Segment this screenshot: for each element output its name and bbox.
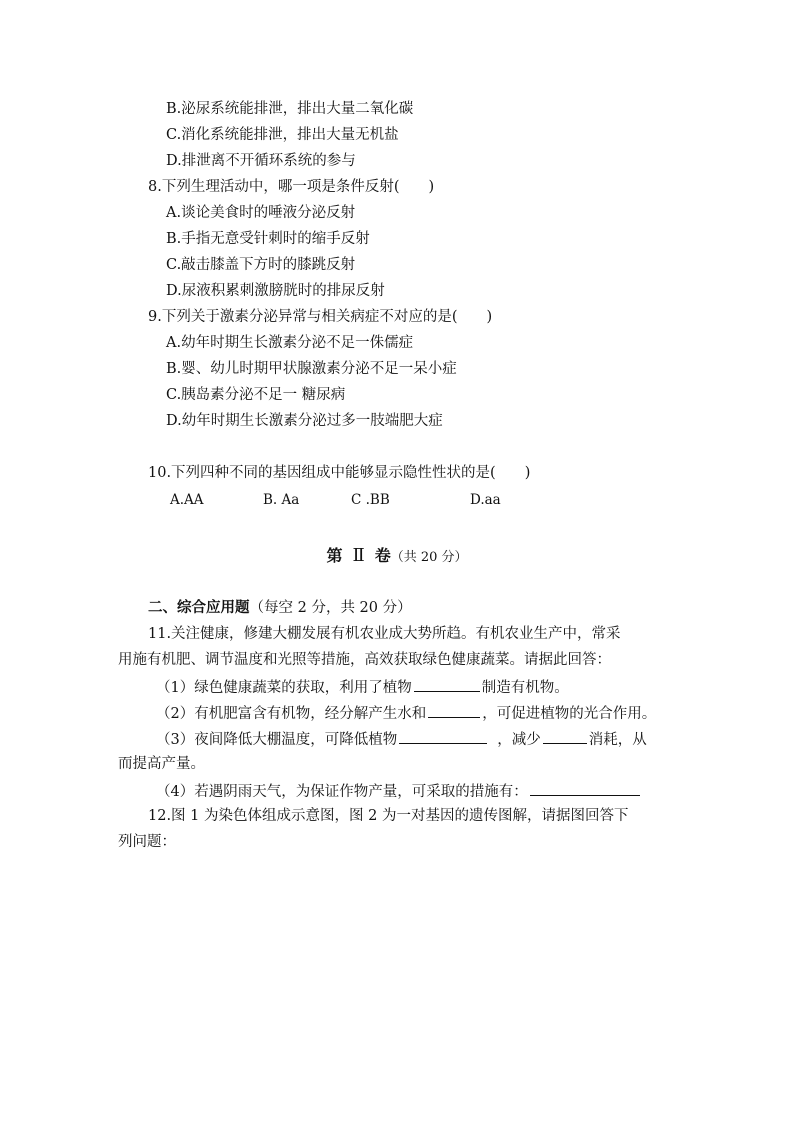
q11-part3-text: （3）夜间降低大棚温度，可降低植物 — [156, 732, 398, 748]
q8-option-a: A.谈论美食时的唾液分泌反射 — [166, 205, 356, 221]
q11-intro-line2: 用施有机肥、调节温度和光照等措施，高效获取绿色健康蔬菜。请据此回答： — [118, 652, 611, 668]
q11-blank-2[interactable] — [428, 702, 480, 718]
q8-option-c: C.敲击膝盖下方时的膝跳反射 — [166, 257, 356, 273]
q9-option-c: C.胰岛素分泌不足一 糖尿病 — [166, 387, 346, 403]
q8-option-d: D.尿液积累刺激膀胱时的排尿反射 — [166, 283, 385, 299]
q9-option-d: D.幼年时期生长激素分泌过多一肢端肥大症 — [166, 413, 443, 429]
q12-line2: 列问题： — [118, 834, 176, 850]
q11-blank-5[interactable] — [530, 780, 640, 796]
section-title-left: 第 — [326, 546, 343, 565]
q10-option-d: D.aa — [470, 492, 501, 508]
section-title-note: （共 20 分） — [390, 550, 468, 565]
q11-part4 — [156, 780, 642, 802]
section-title-roman: Ⅱ — [352, 545, 365, 566]
q9-option-a: A.幼年时期生长激素分泌不足一侏儒症 — [166, 335, 414, 351]
q10-stem: 10.下列四种不同的基因组成中能够显示隐性性状的是( ) — [148, 465, 531, 481]
heading-note: （每空 2 分，共 20 分） — [249, 600, 412, 616]
section-2-title — [0, 545, 794, 569]
section-2-heading — [148, 598, 412, 618]
q9-stem: 9.下列关于激素分泌异常与相关病症不对应的是( ) — [148, 309, 493, 325]
q10-option-a: A.AA — [170, 492, 204, 508]
q10-option-b: B. Aa — [263, 492, 300, 508]
q11-intro-line1: 11.关注健康，修建大棚发展有机农业成大势所趋。有机农业生产中，常采 — [148, 626, 621, 642]
q11-part3 — [156, 728, 647, 750]
q12-line1: 12.图 1 为染色体组成示意图，图 2 为一对基因的遗传图解，请据图回答下 — [148, 808, 629, 824]
q7-option-d: D.排泄离不开循环系统的参与 — [166, 153, 356, 169]
q11-part3-line2: 而提高产量。 — [118, 756, 205, 772]
q10-option-c: C .BB — [351, 492, 390, 508]
q11-part2 — [156, 702, 656, 724]
q9-option-b: B.婴、幼儿时期甲状腺激素分泌不足一呆小症 — [166, 361, 457, 377]
q11-part2-after: ，可促进植物的光合作用。 — [482, 706, 657, 722]
q11-part1-text: （1）绿色健康蔬菜的获取，利用了植物 — [156, 680, 412, 696]
q8-stem: 8.下列生理活动中，哪一项是条件反射( ) — [148, 179, 435, 195]
q11-blank-1[interactable] — [414, 676, 480, 692]
q11-part4-text: （4）若遇阴雨天气，为保证作物产量，可采取的措施有： — [156, 784, 528, 800]
section-title-right: 卷 — [374, 546, 391, 565]
q11-part1-after: 制造有机物。 — [481, 680, 569, 696]
q11-part3-mid: ，减少 — [497, 732, 541, 748]
q11-part2-text: （2）有机肥富含有机物，经分解产生水和 — [156, 706, 427, 722]
heading-bold: 二、综合应用题 — [148, 599, 250, 616]
q11-part1 — [156, 676, 569, 698]
q11-part3-after: 消耗，从 — [588, 732, 647, 748]
q7-option-c: C.消化系统能排泄，排出大量无机盐 — [166, 127, 399, 143]
q11-blank-4[interactable] — [543, 728, 587, 744]
q7-option-b: B.泌尿系统能排泄，排出大量二氧化碳 — [166, 101, 414, 117]
q11-blank-3[interactable] — [399, 728, 487, 744]
q8-option-b: B.手指无意受针刺时的缩手反射 — [166, 231, 370, 247]
